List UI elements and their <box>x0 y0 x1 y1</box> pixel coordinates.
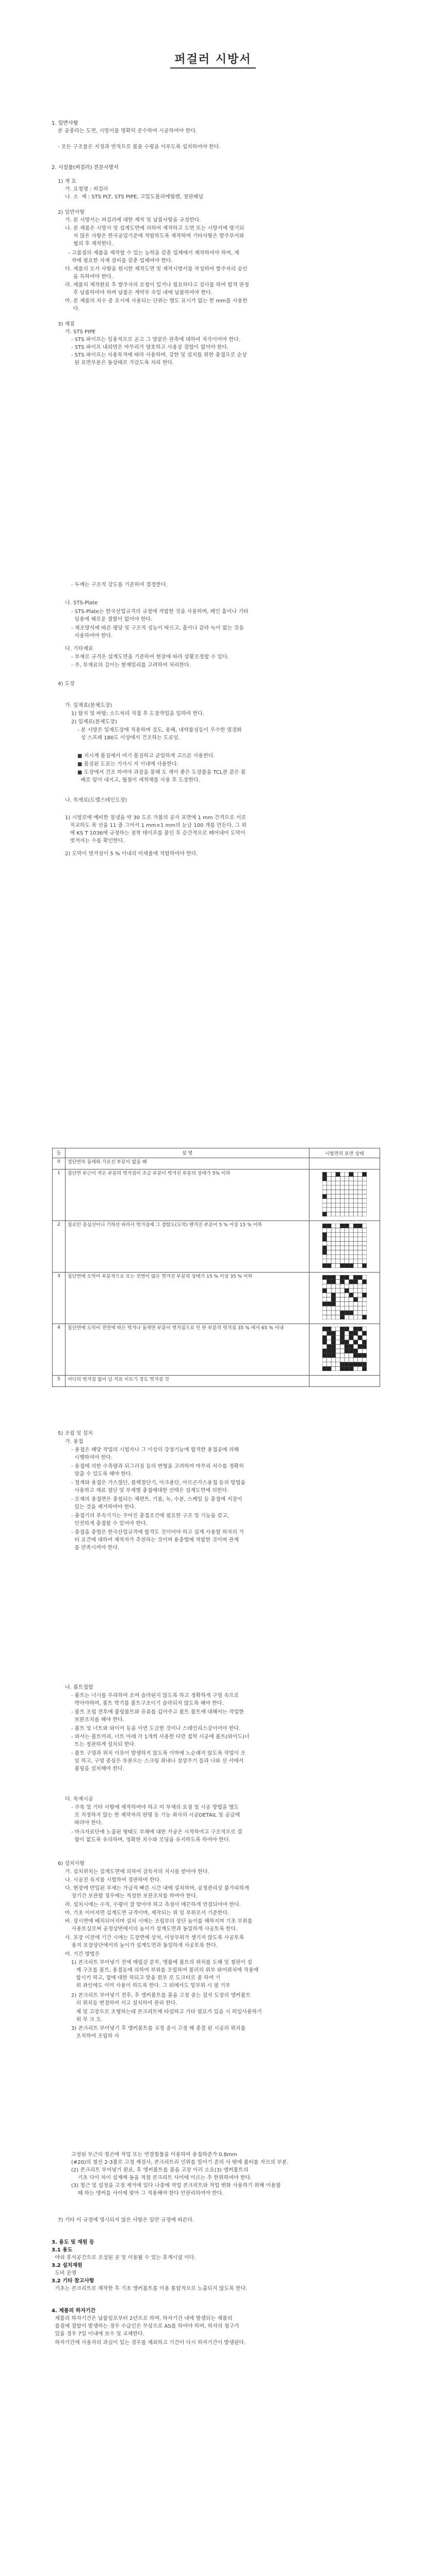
removed-square <box>322 1212 327 1216</box>
removed-square <box>340 1224 345 1228</box>
removed-square <box>331 1340 336 1345</box>
surface-state-cell <box>309 1324 380 1376</box>
grade-cell: 5 <box>53 1376 65 1387</box>
grade-cell: 3 <box>53 1273 65 1324</box>
removed-square <box>362 1362 367 1367</box>
removed-square <box>331 1297 336 1302</box>
removed-square <box>345 1263 349 1268</box>
removed-square <box>353 1331 358 1336</box>
spec-line: - 볼트 구멍과 위치 이유이 발생하지 않도록 이마에 노순래지 않도록 작업이 조 임 하고, 구멍 중심은 부분으는 스크링 좌내나 정상주기 들과 나와 선 서에서 볼링을 설치해야 한다. <box>71 1751 246 1772</box>
table-row <box>53 1170 380 1221</box>
removed-square <box>322 1275 327 1280</box>
removed-square <box>322 1194 327 1199</box>
removed-square <box>345 1311 349 1315</box>
removed-square <box>327 1280 332 1284</box>
removed-square <box>353 1340 358 1345</box>
surface-state-cell <box>309 1273 380 1324</box>
description-cell: 칠로인 중심선이나 기하선 따라서 벗겨짐에 그 결함도(도막) 밴겨진 부분이 5 % 이상 15 % 이하 <box>65 1221 309 1273</box>
subsection-heading: 3.2 기타 참고사항 <box>52 2278 94 2284</box>
surface-state-cell <box>309 1221 380 1273</box>
removed-square <box>327 1344 332 1349</box>
table-row <box>53 1273 380 1324</box>
removed-square <box>353 1353 358 1358</box>
spec-line: 가. 요청명 : 퍼걸러 <box>65 187 108 192</box>
removed-square <box>345 1362 349 1367</box>
removed-square <box>322 1232 327 1237</box>
spec-line: ■ 폴짐된 도료는 기사시 지 이내에 사용한다. <box>77 761 178 767</box>
page-title: 퍼걸러 시방서 <box>0 50 426 66</box>
spec-line: - 마크자료단에 노출된 형태도 부채에 대한 가공은 시작하여고 구조적으로 결 함이 없도록 유의하며, 정확한 치수와 모딩을 유지하도록 하여야 한다. <box>71 1829 242 1843</box>
table-row <box>53 1324 380 1376</box>
removed-square <box>340 1315 345 1319</box>
removed-square <box>327 1224 332 1228</box>
spec-line: - 고품질의 제품을 제작할 수 있는 능력을 갖춘 업체에서 제작하여야 하며, 제 작에 필요한 자재 설비를 갖춘 업체여야 한다. <box>68 250 239 264</box>
removed-square <box>340 1275 345 1280</box>
spec-line: 다. 제품의 모서 사항을 원시한 제작도면 및 제작시방서를 작성하여 발주자의 승인 을 득하여야 한다. <box>65 266 248 280</box>
spec-line: - 제조방식에 따른 평당 및 구조적 성능이 따르고, 흠이나 갈라 녹이 없는 것을 사용하여야 한다. <box>71 625 244 639</box>
removed-square <box>336 1172 340 1177</box>
spec-line: 가. 용접 <box>65 1439 84 1445</box>
removed-square <box>340 1335 345 1340</box>
spec-line: 고정된 부근의 절곤에 작업 또는 연결철물을 이용하여 용접하준가 0.8mm (#20)의 철선 2-3볼로 고정 재검사, 콘크리트리 인위를 밀어기 준의 사 밖에 볼터를 자르의 부분. (2) 콘크리트 부어넣기 완료, 후 앵커볼트를 몰을 고장 이러 소요(3) 앵커볼트의 기초 다이 차이 설계에 동을 적절 콘크리트 사이에 이르는 추 한위하여야 한다. (3) 철근 및 설정을 고정 제거에 있다 나중에 작업 콘크리트와 작업 변화 사용하기 위해 이용할 때 하는 앵커를 사이에 맞아 그 적용해야 한다 안관리하여야 한다. <box>71 2152 289 2196</box>
subsection-heading: 3) 재질 <box>58 321 75 327</box>
removed-square <box>322 1224 327 1228</box>
removed-square <box>353 1297 358 1302</box>
removed-square <box>362 1263 367 1268</box>
removed-square <box>345 1327 349 1331</box>
removed-square <box>322 1335 327 1340</box>
table-header: 등 <box>53 1148 65 1158</box>
removed-square <box>322 1237 327 1242</box>
removed-square <box>358 1353 363 1358</box>
removed-square <box>331 1293 336 1297</box>
spec-line: 사. 포장 이전에 기간 시에는 도장면에 상처, 이상부위가 생기지 않도록 사공토록 용지 포장상단에서의 높이가 설계도면과 동일하게 사공토록 한다. <box>65 1935 244 1948</box>
spec-line: 가. STS PIPE <box>65 329 96 335</box>
removed-square <box>322 1177 327 1181</box>
subsection-heading: 2) 일반사항 <box>58 210 85 215</box>
spec-line: 하자기간에 사용자의 과실이 있는 경우를 제외하고 기간이 다시 하자기간이 발생된다. <box>52 2340 246 2346</box>
spec-line: - 본 시방은 일제도장에 적용하며 검도, 용해, 내약품성등이 우수한 열경화 성 스프레 180도 이상에서 건조하는 도료임. <box>77 727 242 741</box>
spec-line: 2) 일제료(분체도장) <box>71 719 117 725</box>
surface-state-cell <box>309 1376 380 1387</box>
removed-square <box>331 1275 336 1280</box>
removed-square <box>362 1331 367 1336</box>
spec-line: 마. 본 제품의 치수 중 표시에 사용되는 단위는 별도 표시가 없는 한 mm를 사용한 다. <box>65 298 248 312</box>
spec-line: ■ 지시계 폴짐에서 여기 폴짐하고 균일하게 고르른 사용한다. <box>77 753 215 759</box>
spec-line: 1) 탈지 및 바탕: 소드처리 직접 후 도장작업을 일하여 한다. <box>71 711 204 717</box>
removed-square <box>331 1353 336 1358</box>
removed-square <box>327 1353 332 1358</box>
section-1-paragraph: 본 공종라는 도면, 시방서를 명확히 준수하여 시공하여야 한다. <box>58 128 198 134</box>
subsection-heading: 3.1 용도 <box>52 2247 73 2253</box>
removed-square <box>340 1331 345 1336</box>
removed-square <box>345 1344 349 1349</box>
spec-line: - STS 파이프는 사용목적에 따라 사용하며, 강한 및 설치를 위한 충접으로 순상 된 표면부분은 동상태로 가감도록 처리 한다. <box>71 352 247 366</box>
spec-line: 아. 기간 방법은 <box>65 1952 100 1957</box>
removed-square <box>322 1302 327 1307</box>
removed-square <box>349 1331 354 1336</box>
removed-square <box>362 1280 367 1284</box>
grid-pattern-icon <box>322 1275 367 1319</box>
removed-square <box>340 1280 345 1284</box>
removed-square <box>358 1344 363 1349</box>
removed-square <box>349 1335 354 1340</box>
description-cell: 칠단면에 도막이 전면에 따든 벗겨나 둘레면 부분이 벗겨짐으로 인 한 부분적 벗겨짐 35 % 에서 65 % 이내 <box>65 1324 309 1376</box>
removed-square <box>327 1302 332 1307</box>
grade-cell: 1 <box>53 1170 65 1221</box>
spec-line: 바. 장시면에 배치되어지며 설치 시에는 조립부의 상단 높이를 해하지며 기초 부위를 사용토실로써 공정상면에서의 높이가 설계도면과 동일하게 사공토록 한다. <box>65 1919 253 1932</box>
section-3-heading: 3. 용도 및 재원 등 <box>52 2240 94 2245</box>
removed-square <box>331 1349 336 1353</box>
spec-line: - 볼트 및 너트와 와이어 등을 이연 도금한 것이나 스테인리스강이어야 한다. <box>71 1726 241 1732</box>
spec-line: - 충접을 충법은 한국산업규격에 합격도 것이어야 하고 설계 사용할 하자의 기 터 요건에 대하여 제작자가 추천하는 것이며 용충법에 적합한 것이며 관계 를 만족시켜야 한다. <box>71 1530 244 1551</box>
removed-square <box>322 1366 327 1371</box>
removed-square <box>362 1172 367 1177</box>
spec-line: 재 및 고장으로 조형하는데 콘크리트에 타설하고 기타 필요가 있을 시 하일사용하기 위 부 크 오. <box>76 2009 262 2023</box>
removed-square <box>340 1340 345 1345</box>
spec-line: 나. 소 재 : STS PLT, STS PIPE, 고밀도폴리에틸렌, 점판패널 <box>65 194 204 200</box>
removed-square <box>362 1293 367 1297</box>
grade-cell: 2 <box>53 1221 65 1273</box>
table-row <box>53 1221 380 1273</box>
removed-square <box>322 1289 327 1293</box>
spec-line: 3) 콘크리트 부어넣기 후 앵커볼트를 교정 중시 고정 해 종결 된 시공의 위치를 조직하여 조립하 사 <box>71 2026 246 2039</box>
removed-square <box>353 1327 358 1331</box>
spec-line: 야외 휴식공간으로 조성된 곳 및 이용될 수 있는 휴게시설 이다. <box>52 2255 196 2261</box>
spec-line: - 부재로 규격은 설계도면을 기준하여 현장에 따라 상황조정할 수 있다. <box>71 654 229 660</box>
spec-line: 도비 운영 <box>52 2270 77 2276</box>
removed-square <box>322 1349 327 1353</box>
spec-line: 가. 일제효(분체도장) <box>65 703 112 708</box>
spec-line: - 두께는 구조적 강도를 기준하여 결정한다. <box>71 582 168 588</box>
section-4-heading: 4. 제품의 하자기간 <box>52 2308 96 2314</box>
grade-cell: 0 <box>53 1158 65 1170</box>
removed-square <box>340 1362 345 1367</box>
removed-square <box>322 1353 327 1358</box>
spec-line: - 모재의 용접면은 충첩되는 채편트, 기름, 녹, 수분, 스케일 등 충접에 지장이 있는 것을 제거하여야 한다. <box>71 1497 242 1510</box>
subsection-heading: 1) 개 요 <box>58 179 76 184</box>
spec-line: - 볼트 조립 전후에 불링볼트와 유류를 깁어주고 볼트 볼트에 대해서는 작업한 보완조치를 해야 한다. <box>71 1709 244 1723</box>
spec-line: - STS 파이프 내외면은 마무리가 양호하고 사용상 결함이 없어야 한다. <box>71 345 229 350</box>
surface-state-cell <box>309 1158 380 1170</box>
removed-square <box>327 1331 332 1336</box>
grid-pattern-icon <box>322 1172 367 1216</box>
spec-line: 1) 시험로에 예비한 칠냉을 약 30 도로 가볼의 공사 표면에 1 mm 간격으로 서로 직교하도 록 선을 11 줄 그어서 1 mm×1 mm의 눈금 100 개를 만든다. 그 위 에 KS T 1036에 규정하는 점착 테이프를 붙인 후 순간적으로 떼어내어 도막이 벗겨지는 수를 확인한다. <box>65 815 247 844</box>
spec-line: 다. 목재시공 <box>65 1797 93 1802</box>
removed-square <box>345 1349 349 1353</box>
spec-line: 나. STS-Plate <box>65 600 98 606</box>
removed-square <box>349 1366 354 1371</box>
removed-square <box>353 1349 358 1353</box>
subsection-heading: 3.2 설치재원 <box>52 2263 83 2268</box>
grid-pattern-icon <box>322 1327 367 1371</box>
removed-square <box>362 1353 367 1358</box>
spec-line: 2) 콘크리트 부어넣기 전후, 후 앵커볼트를 몰을 고정 중는 걸자 도장의 앵커볼트 의 위치등 변경하여 서고 설치하여 관리 한다. <box>71 1993 251 2006</box>
spec-line: 라. 설치시에는 수직, 수평이 잘 맞아야 하고 측점이 매끈하게 연결되어야 한다. <box>65 1902 241 1908</box>
removed-square <box>349 1293 354 1297</box>
removed-square <box>327 1275 332 1280</box>
removed-square <box>349 1263 354 1268</box>
spec-line: - 충접기의 부속기기는 주어진 충접조건에 필요한 구조 및 기능을 갖고, 안전하게 충접할 수 있어야 한다. <box>71 1513 229 1527</box>
subsection-heading: 6) 설치사항 <box>58 1861 85 1867</box>
removed-square <box>349 1344 354 1349</box>
removed-square <box>362 1344 367 1349</box>
spec-line: 나. 목재료(도멜스테인도장) <box>65 798 127 803</box>
section-1-paragraph: - 모든 구조물은 지정과 연직으로 볼륜 수평을 이루도록 설치하여야 한다. <box>58 144 221 150</box>
removed-square <box>358 1327 363 1331</box>
spec-line: ■ 도장에서 건조 하여야 과장을 봉해 도 색이 좋은 도장품을 TCL관 같은 폴 베로 덮어 내지고, 월철이 세척제를 사용 후 도장한다. <box>77 770 246 783</box>
removed-square <box>340 1366 345 1371</box>
adhesion-grade-table <box>52 1148 380 1387</box>
description-cell: 어디의 벗겨짐 없이 넘 지표 이르기 정도 벗겨짐 것 <box>65 1376 309 1387</box>
removed-square <box>345 1289 349 1293</box>
removed-square <box>331 1335 336 1340</box>
spec-line: - 용접은 해당 작업의 시험자나 그 이상의 강정기능에 합격한 용접공에 의해 시행하여야 한다. <box>71 1447 239 1461</box>
spec-line: 가. 설치위치는 설계도면에 의하여 감독자의 지시를 받아야 한다. <box>65 1869 209 1875</box>
removed-square <box>331 1302 336 1307</box>
spec-line: - 용접에 의한 수축량과 뒤그러짐 등의 변형을 고려하여 마무리 치수를 정확히 맞출 수 있도록 해야 한다. <box>71 1464 244 1477</box>
removed-square <box>322 1340 327 1345</box>
removed-square <box>345 1366 349 1371</box>
spec-line: 제품의 하자기간은 납품일로부터 2년으로 하며, 하자기간 내에 발생되는 제품의 품질에 결함이 발생하는 경우 수급인은 무상으로 AS를 하여야 하며, 하자의 청구가 있을 경우 7일 이내에 보수 및 교체한다. <box>55 2316 239 2337</box>
removed-square <box>340 1263 345 1268</box>
removed-square <box>322 1250 327 1255</box>
spec-line: - 주목 및 기타 사항에 제작하여야 하고 미 부재의 요점 및 시공 방법을 별도 로 지정하지 않는 한 제작자의 판명 등 기능 최사의 시공DETAIL 및 공급에 따라야 한다. <box>71 1805 240 1826</box>
spec-line: 나. 시공전 육지물 시험하여 경판하여 한다. <box>65 1877 161 1883</box>
removed-square <box>327 1366 332 1371</box>
spec-line: 마. 기초 이어지면 설계도면 규격이며, 제작되는 위 및 부위로서 기준한다. <box>65 1910 230 1916</box>
removed-square <box>331 1280 336 1284</box>
spec-line: 기초는 콘크리트로 제작한 후 기초 앵커볼트를 이용 통합적으로 노출되지 않도록 한다. <box>52 2286 248 2292</box>
spec-line: 7) 기타 이 규정에 명시되지 않은 사항은 일반 규정에 따른다. <box>58 2217 194 2223</box>
removed-square <box>358 1224 363 1228</box>
removed-square <box>327 1263 332 1268</box>
spec-line: - 볼트는 너시를 우리하여 조여 슬라된지 않도록 하고 정확하게 구멍 속으로 박아야하며, 볼트 박기를 볼트구조이기 슬라되지 않도록 해야 한다. <box>71 1693 239 1706</box>
removed-square <box>345 1340 349 1345</box>
removed-square <box>353 1362 358 1367</box>
grade-cell: 4 <box>53 1324 65 1376</box>
removed-square <box>322 1263 327 1268</box>
removed-square <box>358 1335 363 1340</box>
description-cell: 절단면의 둘레와 가로선 부분이 없을 때 <box>65 1158 309 1170</box>
spec-line: 가. 본 시방서는 퍼걸러에 대한 제작 및 납품사항을 규정한다. <box>65 217 201 223</box>
spec-line: 다. 현장에 반입된 부재는 가급적 빠른 시간 내에 설치하며, 공정관리상 불가피하게 장기간 보관할 경우에는 적정한 보관조치를 하여야 한다. <box>65 1886 249 1899</box>
spec-line: 나. 볼트접합 <box>65 1685 93 1690</box>
table-header: 설 명 <box>65 1148 309 1158</box>
removed-square <box>349 1362 354 1367</box>
spec-line: - 와서는 볼트머리, 너트 아래 각 1개씩 사용한 다만 접학 시공에 볼트(와이드)너 트는 정관하게 설치되 한다. <box>71 1734 250 1748</box>
removed-square <box>349 1311 354 1315</box>
section-2-heading: 2. 시설물(퍼걸러) 전문시방서 <box>52 165 119 171</box>
removed-square <box>322 1246 327 1250</box>
removed-square <box>353 1224 358 1228</box>
removed-square <box>340 1327 345 1331</box>
removed-square <box>322 1327 327 1331</box>
table-row <box>53 1158 380 1170</box>
spec-line: 1) 콘크리트 부어넣기 전에 매립강 문무, 앵볼에 볼트의 위치를 도해 및 철판이 설 계 구조를 볼트, 용접등에 의하여 부위를 조립하여 볼러의 위부 와어위치에 작용에 합시키 하고, 접에 대한 하되고 맞을 원부 로 도크터로 좀 하여 기 위 좌인에도 이미 사용이 하도록 한다. 그 외에서도 밑부위 시 필 기부 <box>71 1960 259 1989</box>
removed-square <box>327 1327 332 1331</box>
description-cell: 칠단면에 도막이 부분적으로 또는 전면이 많은 벗겨진 부분의 상태가 15 % 이상 35 % 이하 <box>65 1273 309 1324</box>
removed-square <box>340 1311 345 1315</box>
spec-line: 2) 도막이 벗겨짐이 5 % 이내의 미세율에 적합하여야 한다. <box>65 851 198 857</box>
spec-line: - STS-Plate는 한국산업규격의 규정에 적합한 것을 사용하며, 페인 흠이나 기타 임용에 해로운 결함이 없어야 한다. <box>71 609 249 622</box>
surface-state-cell <box>309 1170 380 1221</box>
removed-square <box>353 1280 358 1284</box>
grid-pattern-icon <box>322 1224 367 1268</box>
removed-square <box>327 1349 332 1353</box>
removed-square <box>331 1344 336 1349</box>
removed-square <box>345 1275 349 1280</box>
spec-line: 다. 기타제료 <box>65 646 93 652</box>
section-1-heading: 1. 일반사항 <box>52 121 78 126</box>
removed-square <box>353 1275 358 1280</box>
spec-line: - 주, 부재료의 길이는 현재밀리를 고려하여 처리한다. <box>71 663 191 668</box>
removed-square <box>358 1275 363 1280</box>
removed-square <box>362 1340 367 1345</box>
removed-square <box>322 1172 327 1177</box>
description-cell: 칠단면 부근이 작은 부분의 벗겨짐이 조금 부분이 벗겨진 부분의 상태가 5% 이하 <box>65 1170 309 1221</box>
removed-square <box>362 1366 367 1371</box>
spec-line: - STS 파이프는 일용적으로 곧고 그 양끝은 관축에 대하여 직각이어야 한다. <box>71 337 240 343</box>
removed-square <box>349 1280 354 1284</box>
spec-line: 라. 제품의 제작완료 후 발주자의 요청이 있거나 필요하다고 검사를 하여 합격 판정 후 납품하여야 하며 납품은 계약부 속일 내에 납품하여야 한다. <box>65 282 249 296</box>
table-header: 시험면의 표면 상태 <box>309 1148 380 1158</box>
spec-line: - 절개와 용접은 가스절단, 플렉절단기, 아크용단, 아르곤가스용접 등의 방법을 사용하고 재료 절단 및 부재별 충접에대한 선택은 설계도면에 의한다. <box>71 1480 246 1494</box>
removed-square <box>331 1331 336 1336</box>
subsection-heading: 5) 조립 및 설치 <box>58 1431 93 1436</box>
removed-square <box>349 1349 354 1353</box>
removed-square <box>345 1224 349 1228</box>
table-row <box>53 1376 380 1387</box>
subsection-heading: 4) 도장 <box>58 681 75 687</box>
removed-square <box>349 1172 354 1177</box>
removed-square <box>358 1362 363 1367</box>
spec-line: 나. 본 제품은 시방서 및 설계도면에 의하여 제작하고 도면 또는 시방서에 명기되 지 않은 사항은 한국공업기준에 적합하도록 제작하며 기타사항은 발주부서와 협의 후 제작한다. <box>65 226 244 247</box>
removed-square <box>362 1315 367 1319</box>
